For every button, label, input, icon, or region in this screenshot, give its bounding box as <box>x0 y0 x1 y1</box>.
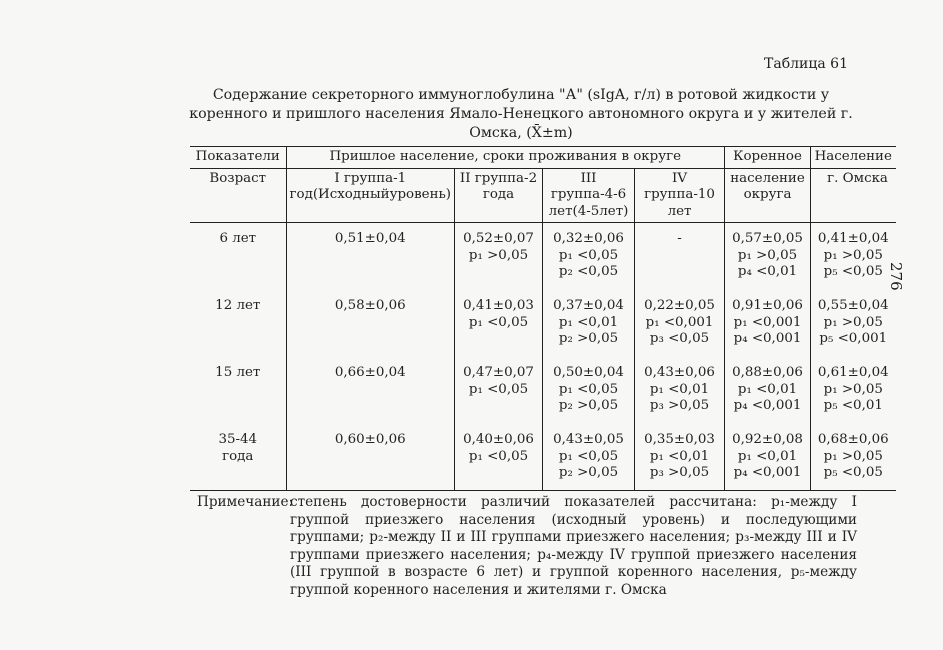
cell-line: 0,66±0,04 <box>334 365 406 380</box>
cell-line: 10 лет <box>667 187 715 219</box>
cell-line: p₁ <0,05 <box>558 448 619 464</box>
cell-line: p₁ >0,05 <box>823 448 883 464</box>
cell-line: 0,92±0,08 <box>732 432 803 447</box>
page-number: 276 <box>887 262 905 291</box>
header-omsk-line-2: г. Омска <box>827 170 888 186</box>
cell-line: 0,35±0,03 <box>644 432 715 447</box>
cell-line: p₃ >0,05 <box>649 398 710 413</box>
cell-line: p₂ >0,05 <box>558 465 619 480</box>
cell-line: 0,41±0,04 <box>817 231 889 246</box>
header-native-line-3: округа <box>743 187 792 202</box>
cell-line: 0,55±0,04 <box>817 298 889 313</box>
cell-line: I группа-1 год <box>289 170 407 202</box>
cell-g3 <box>543 223 635 291</box>
cell-line: 0,41±0,03 <box>463 298 534 313</box>
cell-omsk <box>811 223 896 291</box>
cell-line: 0,91±0,06 <box>732 298 803 313</box>
header-group-3 <box>543 168 635 223</box>
cell-line: 4-6 лет <box>548 187 627 219</box>
cell-line: 0,37±0,04 <box>553 298 624 313</box>
cell-g3 <box>543 424 635 491</box>
cell-line: (Исходный <box>312 187 390 202</box>
cell-age <box>190 424 286 491</box>
cell-line: 0,57±0,05 <box>732 231 803 246</box>
cell-line: p₄ <0,001 <box>733 331 802 346</box>
cell-line: p₁ <0,05 <box>468 314 529 330</box>
cell-line: p₅ <0,05 <box>823 264 883 279</box>
cell-line: p₁ >0,05 <box>737 247 798 263</box>
cell-omsk <box>811 290 896 357</box>
cell-g4 <box>635 290 725 357</box>
cell-line: p₁ <0,001 <box>645 314 714 330</box>
cell-line: II группа- <box>459 170 529 186</box>
cell-line: p₁ <0,05 <box>468 448 529 464</box>
cell-line: p₄ <0,001 <box>733 398 802 413</box>
cell-line: 0,22±0,05 <box>644 298 715 313</box>
header-group-2 <box>455 168 543 223</box>
cell-line: 15 лет <box>215 365 261 380</box>
header-native-line-2: население <box>730 170 805 186</box>
table-row <box>190 290 896 357</box>
cell-g1 <box>286 424 455 491</box>
cell-line: p₁ >0,05 <box>468 247 529 263</box>
cell-line: p₅ <0,01 <box>823 398 883 413</box>
cell-line: 2 года <box>482 170 538 202</box>
table-label: Таблица 61 <box>764 56 848 72</box>
header-migrant-group: Пришлое население, сроки проживания в округе <box>286 147 725 169</box>
cell-line: p₃ >0,05 <box>649 465 710 480</box>
header-omsk: Население <box>811 147 896 169</box>
cell-line: p₁ <0,01 <box>737 448 798 464</box>
cell-line: p₁ >0,05 <box>823 314 883 330</box>
cell-g1 <box>286 357 455 424</box>
cell-native <box>725 223 811 291</box>
cell-line: III группа- <box>550 170 605 202</box>
cell-line: p₁ <0,001 <box>733 314 802 330</box>
data-table <box>190 146 896 491</box>
table-caption: Содержание секреторного иммуноглобулина "А" (sIgA, г/л) в ротовой жидкости у коренного и пришлого населения Ямало-Ненецкого автономного округа и у жителей г. Омска, (X̄±m) <box>189 87 853 141</box>
cell-line: года <box>222 448 254 464</box>
cell-line: 35-44 <box>218 432 258 447</box>
cell-line: p₄ <0,01 <box>737 264 798 279</box>
cell-line: p₁ >0,05 <box>823 247 883 263</box>
cell-g2 <box>455 290 543 357</box>
cell-age <box>190 357 286 424</box>
cell-line: 0,47±0,07 <box>463 365 534 380</box>
cell-line: 0,60±0,06 <box>334 432 406 447</box>
cell-line: IV группа- <box>644 170 698 202</box>
header-native-sub <box>725 168 811 223</box>
cell-g4 <box>635 223 725 291</box>
cell-native <box>725 357 811 424</box>
cell-line: 0,50±0,04 <box>553 365 624 380</box>
cell-line: 0,51±0,04 <box>334 231 406 246</box>
header-group-1 <box>286 168 455 223</box>
cell-line: p₄ <0,001 <box>733 465 802 480</box>
cell-line: p₁ <0,01 <box>558 314 619 330</box>
cell-line: 0,40±0,06 <box>463 432 534 447</box>
cell-line: p₁ <0,01 <box>737 381 798 397</box>
cell-line: p₁ <0,05 <box>558 381 619 397</box>
cell-line: p₅ <0,05 <box>823 465 883 480</box>
cell-g2 <box>455 357 543 424</box>
cell-line: 0,88±0,06 <box>732 365 803 380</box>
cell-g2 <box>455 223 543 291</box>
cell-line: p₂ >0,05 <box>558 331 619 346</box>
table-note <box>197 494 857 600</box>
cell-native <box>725 290 811 357</box>
table-row <box>190 223 896 291</box>
cell-line: уровень) <box>389 187 452 202</box>
cell-line: p₁ <0,05 <box>468 381 529 397</box>
note-body: степень достоверности различий показателей рассчитана: p₁-между I группой приезжего населения (исходный уровень) и последующими группами; p₂-между II и III группами приезжего населения; p₃-между III и IV группами приезжего населения; p₄-между IV группой приезжего населения (III группой в возрасте 6 лет) и группой коренного населения, p₅-между группой коренного населения и жителями г. Омска <box>290 494 857 598</box>
cell-g1 <box>286 290 455 357</box>
cell-line: 0,61±0,04 <box>817 365 889 380</box>
cell-omsk <box>811 424 896 491</box>
cell-g1 <box>286 223 455 291</box>
header-indicators: Показатели <box>190 147 286 169</box>
cell-line: (4-5лет) <box>572 203 629 219</box>
cell-g4 <box>635 357 725 424</box>
cell-g3 <box>543 357 635 424</box>
cell-g2 <box>455 424 543 491</box>
cell-line: 0,32±0,06 <box>553 231 624 246</box>
cell-line: p₅ <0,001 <box>819 331 888 346</box>
cell-g3 <box>543 290 635 357</box>
cell-line: 0,68±0,06 <box>817 432 889 447</box>
cell-line: 0,43±0,06 <box>644 365 715 380</box>
cell-line: 0,52±0,07 <box>463 231 534 246</box>
cell-line: p₁ <0,01 <box>649 381 710 397</box>
cell-line: p₁ <0,05 <box>558 247 619 263</box>
cell-line: 0,43±0,05 <box>553 432 624 447</box>
header-omsk-sub <box>811 168 896 223</box>
table-row <box>190 357 896 424</box>
cell-native <box>725 424 811 491</box>
cell-line: p₁ >0,05 <box>823 381 883 397</box>
cell-line: 6 лет <box>219 231 257 246</box>
header-group-4 <box>635 168 725 223</box>
cell-line: p₁ <0,01 <box>649 448 710 464</box>
cell-line: 12 лет <box>215 298 261 313</box>
cell-line: p₃ <0,05 <box>649 331 710 346</box>
cell-omsk <box>811 357 896 424</box>
cell-line: 0,58±0,06 <box>334 298 406 313</box>
cell-line: - <box>677 231 682 246</box>
cell-age <box>190 290 286 357</box>
header-native: Коренное <box>725 147 811 169</box>
cell-age <box>190 223 286 291</box>
cell-line: p₂ <0,05 <box>558 264 619 279</box>
cell-line: p₂ >0,05 <box>558 398 619 413</box>
note-head: Примечание: <box>197 494 294 510</box>
header-age: Возраст <box>190 168 286 223</box>
cell-g4 <box>635 424 725 491</box>
table-row <box>190 424 896 491</box>
